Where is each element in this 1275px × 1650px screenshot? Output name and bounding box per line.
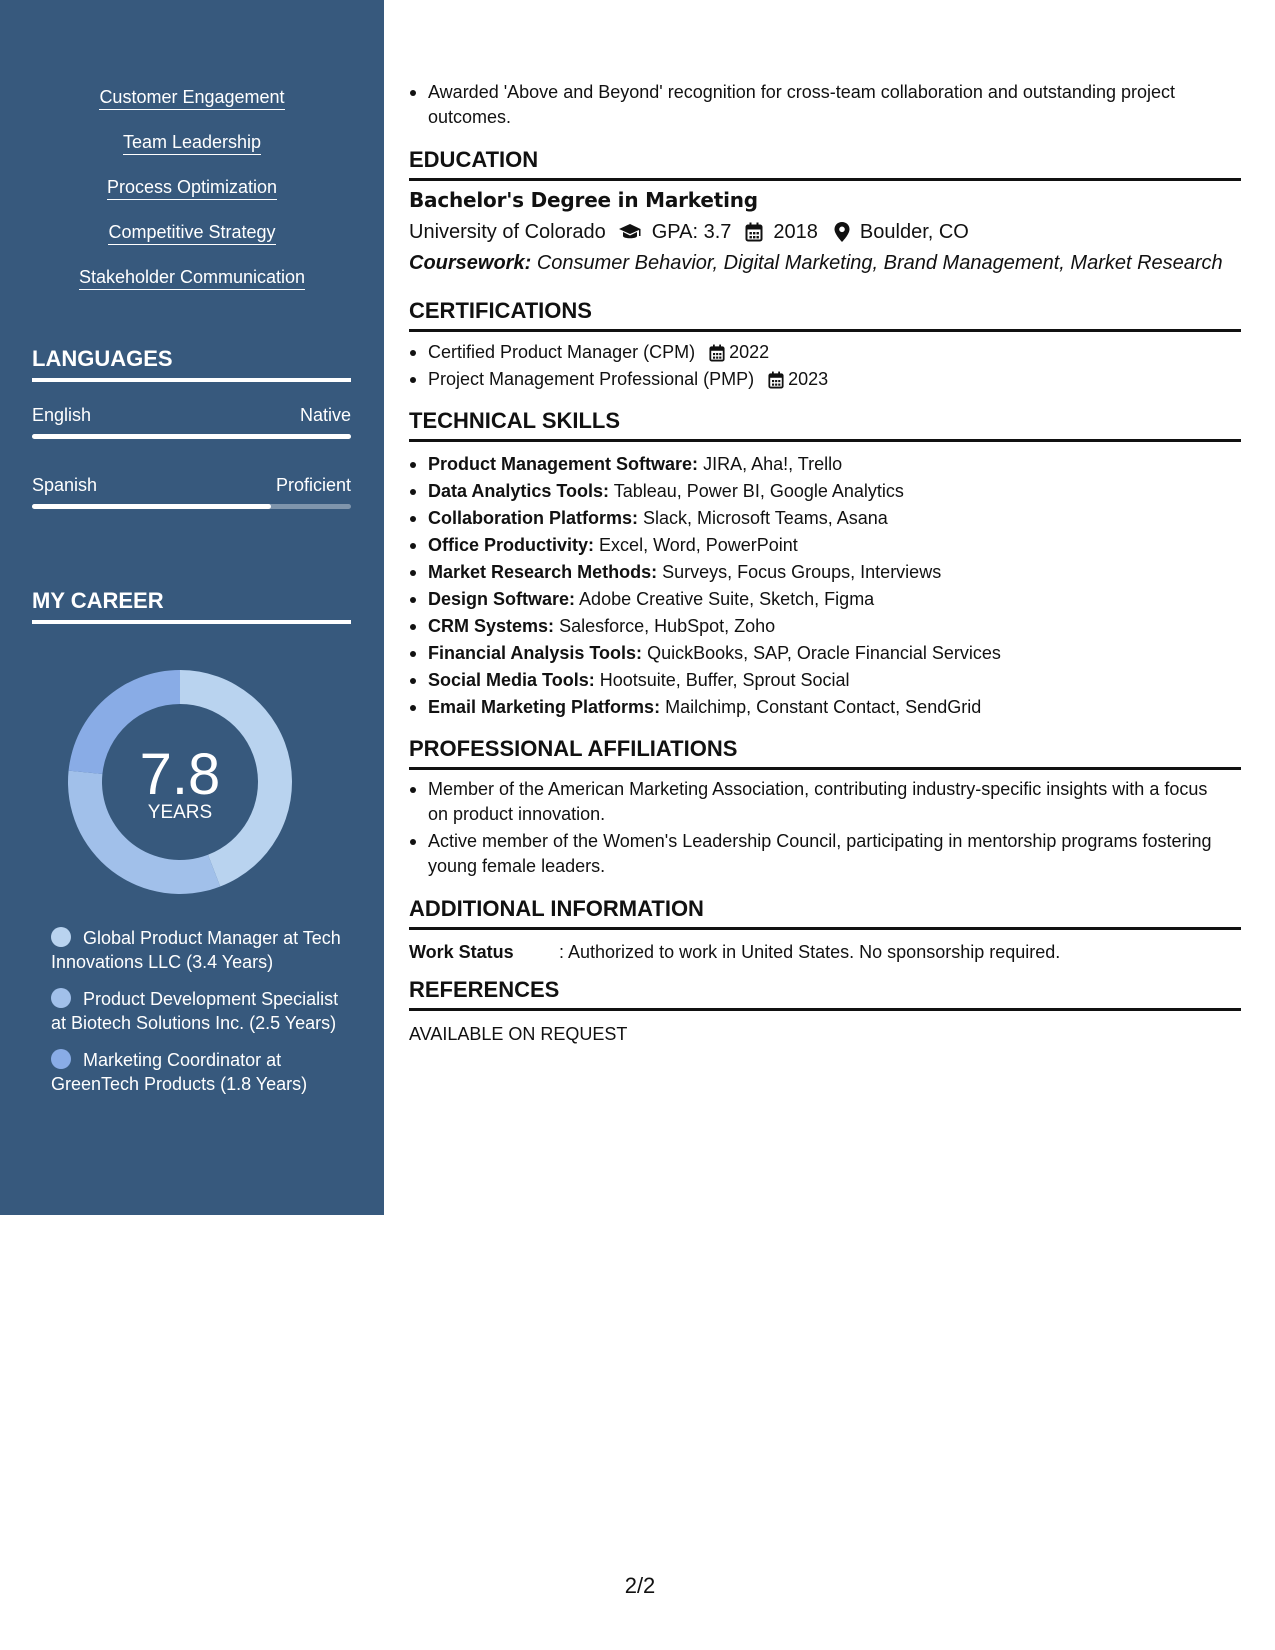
skill-item: Customer Engagement bbox=[0, 86, 384, 131]
references-heading: REFERENCES bbox=[409, 977, 1241, 1011]
legend-dot bbox=[51, 988, 71, 1008]
language-bar bbox=[32, 434, 351, 439]
skill-item: Stakeholder Communication bbox=[0, 266, 384, 311]
language-name: Spanish bbox=[32, 475, 98, 495]
language-name: English bbox=[32, 405, 92, 425]
language-row bbox=[32, 404, 351, 426]
additional-info-heading: ADDITIONAL INFORMATION bbox=[409, 896, 1241, 930]
calendar-icon bbox=[745, 222, 763, 242]
technical-skill-item: Financial Analysis Tools: QuickBooks, SAP, Oracle Financial Services bbox=[409, 641, 1219, 666]
page-number: 2/2 bbox=[624, 1573, 656, 1598]
affiliation-item: Active member of the Women's Leadership Council, participating in mentorship programs fostering young female leaders. bbox=[409, 829, 1219, 879]
coursework bbox=[409, 251, 1223, 275]
total-years-label: YEARS bbox=[147, 802, 213, 823]
references-text: AVAILABLE ON REQUEST bbox=[409, 1024, 628, 1044]
certifications-heading: CERTIFICATIONS bbox=[409, 298, 1241, 332]
language-bar-fill bbox=[32, 504, 271, 509]
graduation-year: 2018 bbox=[773, 221, 818, 243]
technical-skill-item: Data Analytics Tools: Tableau, Power BI, Google Analytics bbox=[409, 479, 1219, 504]
skill-item: Competitive Strategy bbox=[0, 221, 384, 266]
calendar-icon bbox=[768, 371, 784, 389]
language-bar-fill bbox=[32, 434, 351, 439]
gpa: GPA: 3.7 bbox=[651, 221, 732, 243]
total-years-value: 7.8 bbox=[139, 742, 221, 807]
location-pin-icon bbox=[834, 222, 850, 242]
technical-skill-item: Social Media Tools: Hootsuite, Buffer, Sprout Social bbox=[409, 668, 1219, 693]
certification-item: Project Management Professional (PMP) 2023 bbox=[409, 367, 1219, 392]
education-details bbox=[409, 220, 969, 244]
skill-item: Team Leadership bbox=[0, 131, 384, 176]
language-bar bbox=[32, 504, 351, 509]
coursework-value: Consumer Behavior, Digital Marketing, Brand Management, Market Research bbox=[536, 252, 1223, 274]
achievement-bullet: Awarded 'Above and Beyond' recognition for cross-team collaboration and outstanding project outcomes. bbox=[409, 80, 1219, 130]
degree-title: Bachelor's Degree in Marketing bbox=[409, 188, 758, 212]
work-status bbox=[409, 940, 1060, 964]
legend-dot bbox=[51, 927, 71, 947]
technical-skill-item: Collaboration Platforms: Slack, Microsoft Teams, Asana bbox=[409, 506, 1219, 531]
legend-dot bbox=[51, 1049, 71, 1069]
languages-heading: LANGUAGES bbox=[32, 346, 351, 382]
technical-skill-item: CRM Systems: Salesforce, HubSpot, Zoho bbox=[409, 614, 1219, 639]
certification-item: Certified Product Manager (CPM) 2022 bbox=[409, 340, 1219, 365]
language-level: Native bbox=[299, 405, 351, 425]
language-row bbox=[32, 474, 351, 496]
language-level: Proficient bbox=[275, 475, 351, 495]
graduation-cap-icon bbox=[618, 222, 642, 242]
technical-skill-item: Product Management Software: JIRA, Aha!, Trello bbox=[409, 452, 1219, 477]
skill-item: Process Optimization bbox=[0, 176, 384, 221]
affiliation-item: Member of the American Marketing Association, contributing industry-specific insights with a focus on product innovation. bbox=[409, 777, 1219, 827]
work-status-value: : Authorized to work in United States. No sponsorship required. bbox=[559, 942, 1061, 962]
technical-skill-item: Office Productivity: Excel, Word, PowerPoint bbox=[409, 533, 1219, 558]
technical-skill-item: Design Software: Adobe Creative Suite, Sketch, Figma bbox=[409, 587, 1219, 612]
career-item: Product Development Specialist at Biotech Solutions Inc. (2.5 Years) bbox=[51, 989, 339, 1033]
technical-skill-item: Market Research Methods: Surveys, Focus Groups, Interviews bbox=[409, 560, 1219, 585]
career-item: Marketing Coordinator at GreenTech Products (1.8 Years) bbox=[51, 1050, 308, 1094]
coursework-label: Coursework: bbox=[409, 252, 532, 274]
school-name: University of Colorado bbox=[409, 221, 606, 243]
education-heading: EDUCATION bbox=[409, 147, 1241, 181]
location: Boulder, CO bbox=[859, 221, 969, 243]
career-item: Global Product Manager at Tech Innovations LLC (3.4 Years) bbox=[51, 928, 341, 972]
calendar-icon bbox=[709, 344, 725, 362]
skills-list bbox=[0, 86, 384, 311]
career-list bbox=[51, 926, 351, 1109]
career-heading: MY CAREER bbox=[32, 588, 351, 624]
technical-skills-heading: TECHNICAL SKILLS bbox=[409, 408, 1241, 442]
technical-skill-item: Email Marketing Platforms: Mailchimp, Constant Contact, SendGrid bbox=[409, 695, 1219, 720]
affiliations-heading: PROFESSIONAL AFFILIATIONS bbox=[409, 736, 1241, 770]
sidebar bbox=[0, 0, 384, 1215]
work-status-label: Work Status bbox=[409, 942, 514, 962]
career-donut-chart bbox=[60, 662, 300, 902]
